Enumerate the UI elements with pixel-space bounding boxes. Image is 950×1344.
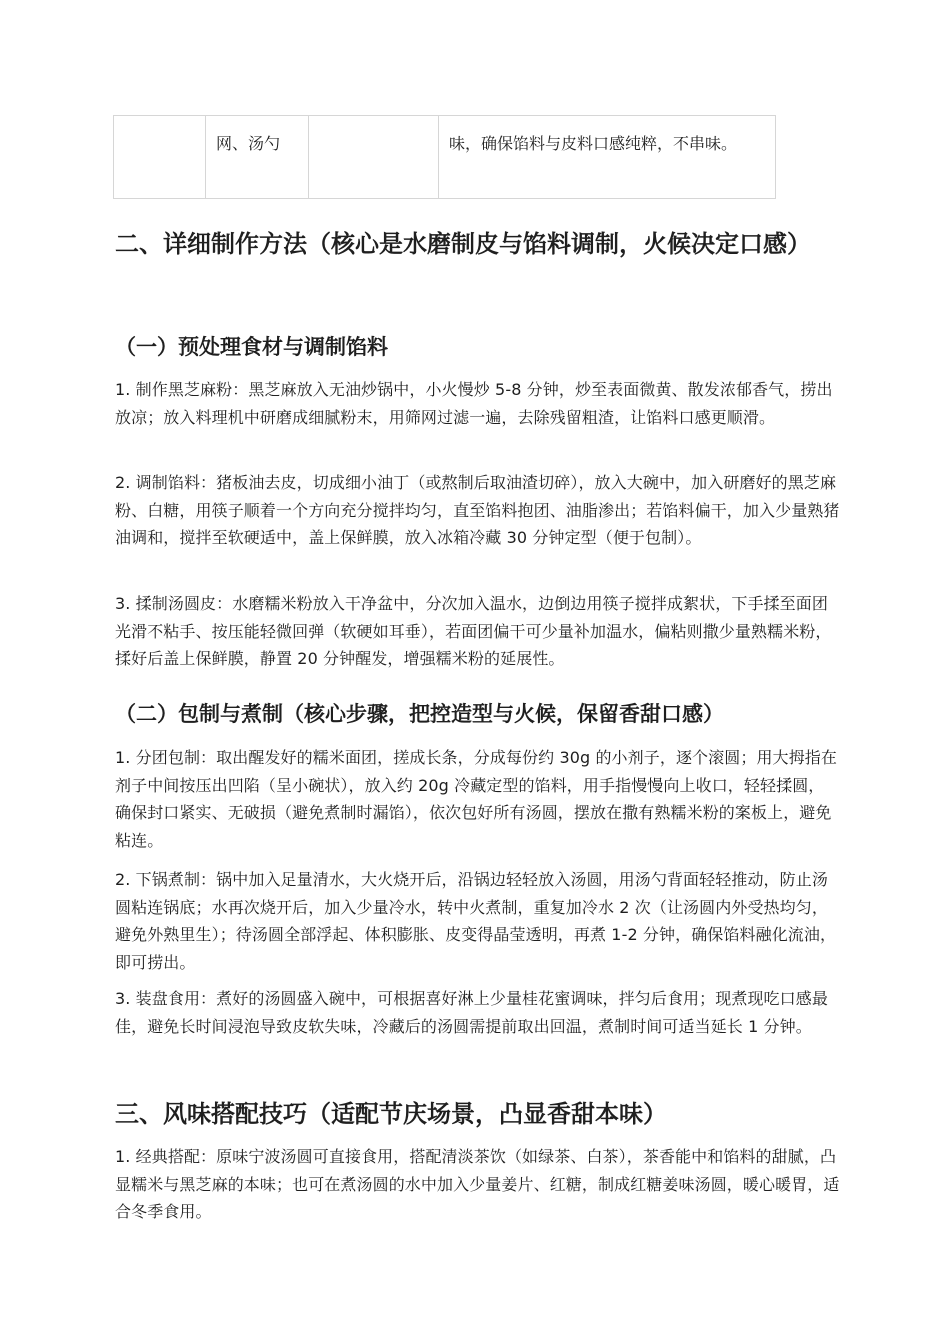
section-heading: 二、详细制作方法（核心是水磨制皮与馅料调制，火候决定口感） — [115, 230, 811, 258]
section-heading: 三、风味搭配技巧（适配节庆场景，凸显香甜本味） — [115, 1100, 667, 1128]
subsection-heading: （一）预处理食材与调制馅料 — [115, 335, 388, 359]
paragraph: 3. 揉制汤圆皮：水磨糯米粉放入干净盆中，分次加入温水，边倒边用筷子搅拌成絮状，下手揉至面团光滑不粘手、按压能轻微回弹（软硬如耳垂），若面团偏干可少量补加温水，偏粘则撒少量熟糯米粉，揉好后盖上保鲜膜，静置 20 分钟醒发，增强糯米粉的延展性。 — [115, 594, 832, 668]
paragraph: 1. 分团包制：取出醒发好的糯米面团，搓成长条，分成每份约 30g 的小剂子，逐个滚圆；用大拇指在剂子中间按压出凹陷（呈小碗状），放入约 20g 冷藏定型的馅料，用手指慢慢向上收口，轻轻揉圆，确保封口紧实、无破损（避免煮制时漏馅），依次包好所有汤圆，摆放在撒有熟糯米粉的案板上，避免粘连。 — [115, 748, 837, 850]
subsection-heading: （二）包制与煮制（核心步骤，把控造型与火候，保留香甜口感） — [115, 702, 724, 726]
table-cell — [309, 116, 439, 199]
paragraph: 2. 下锅煮制：锅中加入足量清水，大火烧开后，沿锅边轻轻放入汤圆，用汤勺背面轻轻推动，防止汤圆粘连锅底；水再次烧开后，加入少量冷水，转中火煮制，重复加冷水 2 次（让汤圆内外受热均匀，避免外熟里生）；待汤圆全部浮起、体积膨胀、皮变得晶莹透明，再煮 1-2 分钟，确保馅料融化流油，即可捞出。 — [115, 870, 837, 972]
table-row — [114, 116, 776, 199]
table-cell: 味，确保馅料与皮料口感纯粹，不串味。 — [439, 116, 776, 199]
ingredients-table-continuation — [113, 115, 776, 199]
table-cell: 网、汤勺 — [206, 116, 309, 199]
paragraph: 1. 制作黑芝麻粉：黑芝麻放入无油炒锅中，小火慢炒 5-8 分钟，炒至表面微黄、散发浓郁香气，捞出放凉；放入料理机中研磨成细腻粉末，用筛网过滤一遍，去除残留粗渣，让馅料口感更顺滑。 — [115, 380, 833, 427]
table-cell — [114, 116, 206, 199]
paragraph: 2. 调制馅料：猪板油去皮，切成细小油丁（或熬制后取油渣切碎），放入大碗中，加入研磨好的黑芝麻粉、白糖，用筷子顺着一个方向充分搅拌均匀，直至馅料抱团、油脂渗出；若馅料偏干，加入少量熟猪油调和，搅拌至软硬适中，盖上保鲜膜，放入冰箱冷藏 30 分钟定型（便于包制）。 — [115, 473, 840, 547]
paragraph: 1. 经典搭配：原味宁波汤圆可直接食用，搭配清淡茶饮（如绿茶、白茶），茶香能中和馅料的甜腻，凸显糯米与黑芝麻的本味；也可在煮汤圆的水中加入少量姜片、红糖，制成红糖姜味汤圆，暖心暖胃，适合冬季食用。 — [115, 1147, 840, 1221]
paragraph: 3. 装盘食用：煮好的汤圆盛入碗中，可根据喜好淋上少量桂花蜜调味，拌匀后食用；现煮现吃口感最佳，避免长时间浸泡导致皮软失味，冷藏后的汤圆需提前取出回温，煮制时间可适当延长 1 分钟。 — [115, 989, 828, 1036]
